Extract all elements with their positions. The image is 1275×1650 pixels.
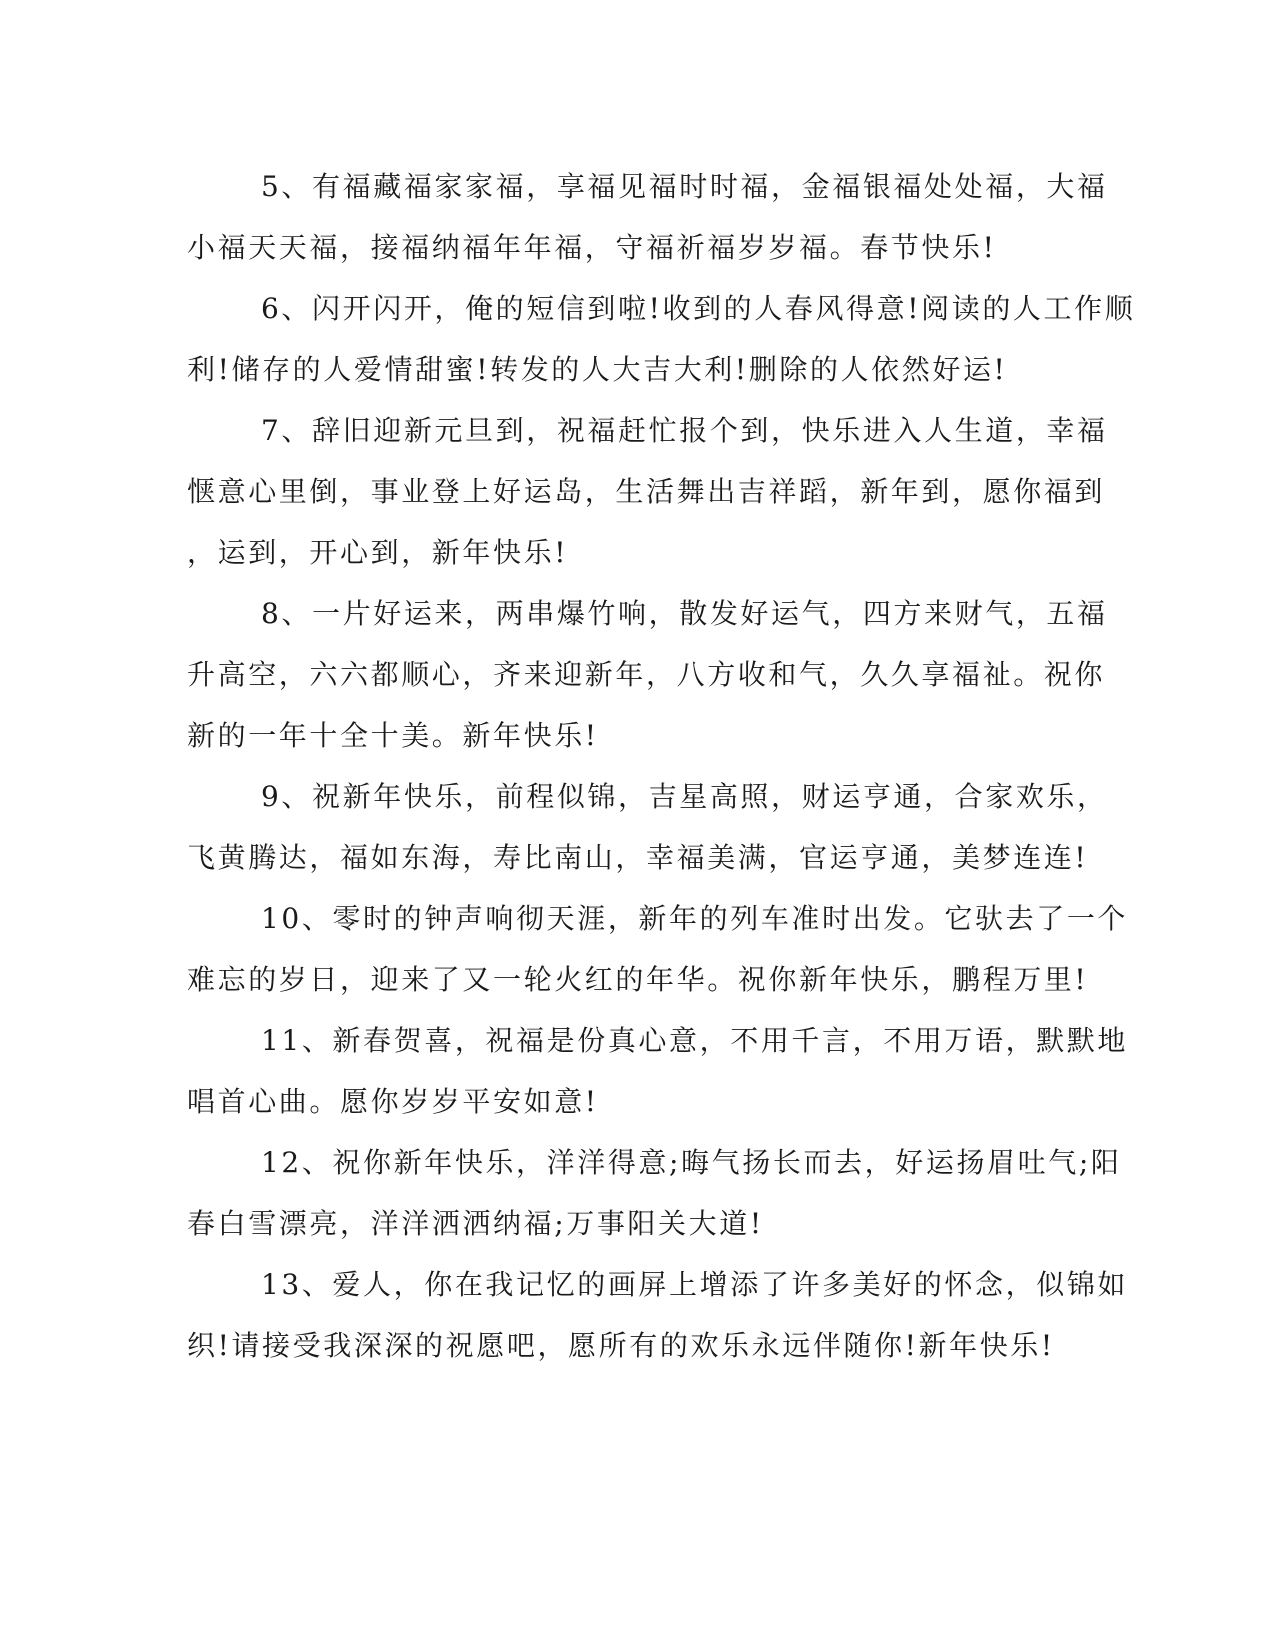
paragraph-13 (187, 1254, 1129, 1376)
paragraph-line: 小福天天福，接福纳福年年福，守福祈福岁岁福。春节快乐! (187, 231, 997, 264)
paragraph-line: 8、一片好运来，两串爆竹响，散发好运气，四方来财气，五福 (261, 597, 1108, 630)
paragraph-line: 5、有福藏福家家福，享福见福时时福，金福银福处处福，大福 (261, 170, 1108, 203)
paragraph-line: 9、祝新年快乐，前程似锦，吉星高照，财运亨通，合家欢乐， (261, 780, 1108, 813)
paragraph-line: 12、祝你新年快乐，洋洋得意;晦气扬长而去，好运扬眉吐气;阳 (261, 1146, 1122, 1179)
paragraph-line: 难忘的岁日，迎来了又一轮火红的年华。祝你新年快乐，鹏程万里! (187, 963, 1089, 996)
paragraph-11 (187, 1010, 1129, 1132)
paragraph-line: 10、零时的钟声响彻天涯，新年的列车准时出发。它驮去了一个 (261, 902, 1129, 935)
paragraph-9 (187, 766, 1108, 888)
paragraph-5 (187, 156, 1108, 278)
paragraph-line: 春白雪漂亮，洋洋洒洒纳福;万事阳关大道! (187, 1207, 764, 1240)
paragraph-10 (187, 888, 1129, 1010)
paragraph-6 (187, 278, 1136, 400)
paragraph-line: 6、闪开闪开，俺的短信到啦!收到的人春风得意!阅读的人工作顺 (261, 292, 1136, 325)
paragraph-line: 7、辞旧迎新元旦到，祝福赶忙报个到，快乐进入人生道，幸福 (261, 414, 1108, 447)
paragraph-line: 唱首心曲。愿你岁岁平安如意! (187, 1085, 599, 1118)
paragraph-7 (187, 400, 1108, 583)
paragraph-line: 织!请接受我深深的祝愿吧，愿所有的欢乐永远伴随你!新年快乐! (187, 1329, 1055, 1362)
paragraph-line: 利!储存的人爱情甜蜜!转发的人大吉大利!删除的人依然好运! (187, 353, 1008, 386)
paragraph-line: 新的一年十全十美。新年快乐! (187, 719, 599, 752)
paragraph-line: 飞黄腾达，福如东海，寿比南山，幸福美满，官运亨通，美梦连连! (187, 841, 1089, 874)
paragraph-line: ，运到，开心到，新年快乐! (187, 536, 569, 569)
paragraph-line: 升高空，六六都顺心，齐来迎新年，八方收和气，久久享福祉。祝你 (187, 658, 1106, 691)
paragraph-12 (187, 1132, 1122, 1254)
paragraph-line: 11、新春贺喜，祝福是份真心意，不用千言，不用万语，默默地 (261, 1024, 1129, 1057)
paragraph-8 (187, 583, 1108, 766)
paragraph-line: 13、爱人，你在我记忆的画屏上增添了许多美好的怀念，似锦如 (261, 1268, 1129, 1301)
paragraph-line: 惬意心里倒，事业登上好运岛，生活舞出吉祥蹈，新年到，愿你福到 (187, 475, 1106, 508)
document-body (187, 156, 1136, 1376)
